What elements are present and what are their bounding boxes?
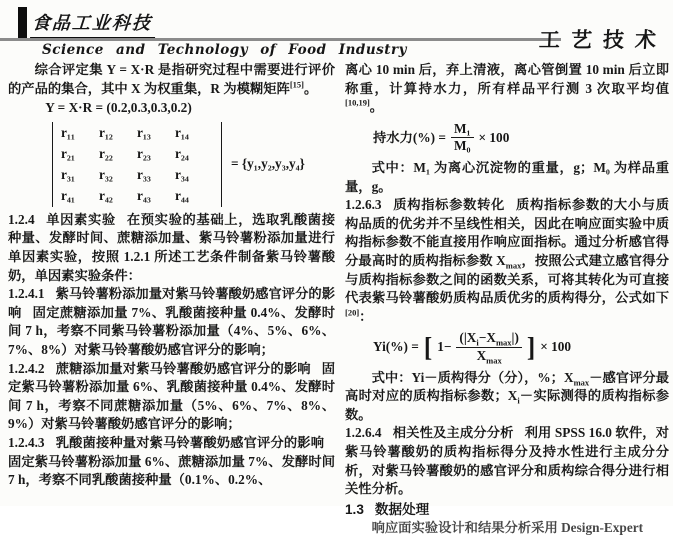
paragraph-text: －实际测得的质构指标参数。 xyxy=(345,388,669,422)
section-body: 固定蔗糖添加量 7%、乳酸菌接种量 0.4%、发酵时间 7 h，考察不同紫马铃薯粉添加量（4%、5%、6%、7%、8%）对紫马铃薯酸奶感官评分的影响； xyxy=(8,304,335,357)
paragraph-text: 式中：Yi－质构得分（分），%；X xyxy=(371,369,574,385)
right-bracket: ] xyxy=(526,332,536,363)
paragraph-centrifuge-method xyxy=(345,61,669,117)
fuzzy-matrix-equation xyxy=(52,122,335,207)
paragraph-text: 离心 10 min 后，弃上清液，离心管倒置 10 min 后立即称重，计算持水力，所有样品平行测 3 次取平均值 xyxy=(345,62,669,96)
section-1-2-4-1 xyxy=(8,285,335,359)
matrix-cell: r₄₁ xyxy=(61,187,75,203)
matrix-cell: r₄₄ xyxy=(175,187,189,203)
fraction xyxy=(451,121,474,155)
citation-ref: [20] xyxy=(345,307,360,318)
paragraph-text: －感官评分最高时对应的质构指标参数；X xyxy=(345,369,670,404)
subscript-i: i xyxy=(517,395,520,406)
matrix-cell: r₃₄ xyxy=(175,166,189,182)
matrix-cell: r₁₃ xyxy=(137,124,151,140)
section-number: 1.2.6.3 xyxy=(345,197,382,213)
section-number: 1.3 xyxy=(345,501,364,517)
subscript-max: max xyxy=(505,260,522,271)
matrix-result: = {y₁,y₂,y₃,y₄} xyxy=(231,156,305,172)
paragraph-text: 。 xyxy=(369,99,384,115)
journal-logo: 食品工业科技 xyxy=(30,9,157,39)
left-column xyxy=(8,61,335,490)
subscript-i: i xyxy=(476,338,479,348)
left-bracket: [ xyxy=(423,332,433,363)
subscript-max: max xyxy=(573,377,590,388)
denominator-text: X xyxy=(476,347,487,363)
matrix-cell: r₁₁ xyxy=(61,124,75,140)
section-title: 相关性及主成分分析 xyxy=(392,425,514,441)
matrix-cell: r₁₄ xyxy=(175,124,189,140)
section-body: 固定紫马铃薯粉添加量 6%、乳酸菌接种量 0.4%、发酵时间 7 h，考察不同蔗糖添加量（5%、6%、7%、8%、9%）对紫马铃薯酸奶感官评分的影响； xyxy=(8,360,335,432)
formula-term: 1− xyxy=(437,339,452,355)
fraction-denominator: M₀ xyxy=(453,138,471,154)
section-body: 利用 SPSS 16.0 软件，对紫马铃薯酸奶的质构指标得分及持水性进行主成分分析，对紫马铃薯酸奶的感官评分和质构综合得分进行相关性分析。 xyxy=(345,425,669,497)
section-number: 1.2.6.4 xyxy=(345,425,382,441)
paragraph-text: 综合评定集 Y = X·R 是指研究过程中需要进行评价的产品的集合，其中 X 为权重集，R 为模糊矩阵 xyxy=(8,62,335,96)
matrix-cell: r₃₃ xyxy=(137,166,151,182)
subscript-max: max xyxy=(495,338,512,348)
page-section-label: 工艺技术 xyxy=(538,29,668,52)
matrix-cell: r₄₂ xyxy=(99,187,113,203)
section-number: 1.2.4.2 xyxy=(8,360,45,376)
fuzzy-matrix xyxy=(52,122,222,207)
formula-weight-vector: Y = X·R = (0.2,0.3,0.3,0.2) xyxy=(45,100,192,116)
formula-rhs: × 100 xyxy=(478,129,510,145)
numerator-text: |) xyxy=(511,330,519,346)
paragraph-partial: 响应面实验设计和结果分析采用 Design-Expert xyxy=(371,520,644,536)
section-title: 质构指标参数转化 xyxy=(392,197,506,213)
section-title: 单因素实验 xyxy=(45,211,116,227)
matrix-cell: r₄₃ xyxy=(137,187,151,203)
paragraph-formula-legend-whc: 式中：M₁ 为离心沉淀物的重量，g；M₀ 为样品重量，g。 xyxy=(345,160,669,194)
section-body: 质构指标参数的大小与质构品质的优劣并不呈线性相关，因此在响应面实验中质构指标参数不能直接用作响应面指标。通过分析感官得分最高时的质构指标参数 X xyxy=(345,197,670,268)
section-title: 数据处理 xyxy=(374,501,430,517)
matrix-cell: r₂₁ xyxy=(61,145,75,161)
section-1-3-heading xyxy=(345,501,669,520)
matrix-cell: r₂₄ xyxy=(175,145,189,161)
section-body: 在预实验的基础上，选取乳酸菌接种量、发酵时间、蔗糖添加量、紫马铃薯粉添加量进行单因素实验，按照 1.2.1 所述工艺条件制备紫马铃薯酸奶，单因素实验条件： xyxy=(8,211,336,283)
right-column xyxy=(345,61,670,536)
matrix-cell: r₂₂ xyxy=(99,145,113,161)
header-divider xyxy=(0,38,561,41)
section-1-2-6-3 xyxy=(345,196,669,326)
numerator-text: −X xyxy=(478,330,496,346)
formula-texture-score xyxy=(373,330,669,364)
formula-lhs: Yi(%) = xyxy=(373,339,419,355)
fraction xyxy=(456,330,521,364)
section-1-2-4 xyxy=(8,211,335,285)
fraction-denominator xyxy=(474,348,505,365)
section-number: 1.2.4 xyxy=(8,211,35,227)
matrix-cell: r₁₂ xyxy=(99,124,113,140)
citation-ref: [15] xyxy=(289,79,304,90)
section-number: 1.2.4.1 xyxy=(8,286,45,302)
section-title: 蔗糖添加量对紫马铃薯酸奶感官评分的影响 xyxy=(55,360,311,376)
section-body: 固定紫马铃薯粉添加量 6%、蔗糖添加量 7%、发酵时间 7 h，考察不同乳酸菌接种量（0.1%、0.2%、 xyxy=(8,453,335,488)
section-body: ： xyxy=(359,308,373,324)
citation-ref: [10,19] xyxy=(345,97,370,108)
section-title: 乳酸菌接种量对紫马铃薯酸奶感官评分的影响 xyxy=(55,434,324,450)
section-1-2-4-3 xyxy=(8,434,335,490)
matrix-cell: r₃₂ xyxy=(99,166,113,182)
numerator-text: (|X xyxy=(459,330,477,346)
section-body: ，按照公式建立感官得分与质构指标参数之间的函数关系，可将其转化为可直接代表紫马铃薯酸奶质构品质优劣的质构得分，公式如下 xyxy=(345,252,669,306)
section-1-2-4-2 xyxy=(8,360,335,434)
journal-name-english: Science and Technology of Food Industry xyxy=(42,42,407,58)
matrix-cell: r₃₁ xyxy=(61,166,75,182)
section-number: 1.2.4.3 xyxy=(8,434,45,450)
fraction-numerator: M₁ xyxy=(451,121,474,139)
logo-bar-mark xyxy=(18,7,27,38)
section-title: 紫马铃薯粉添加量对紫马铃薯酸奶感官评分的影响 xyxy=(8,286,335,320)
matrix-cell: r₂₃ xyxy=(137,145,151,161)
formula-water-holding xyxy=(373,121,669,155)
paragraph-text: 。 xyxy=(304,80,318,96)
paragraph-comprehensive-evaluation xyxy=(8,61,335,98)
subscript-max: max xyxy=(486,355,502,366)
section-1-2-6-4 xyxy=(345,424,669,498)
paragraph-formula-legend-yi xyxy=(345,369,669,425)
formula-rhs: × 100 xyxy=(540,339,572,355)
fraction-numerator xyxy=(456,330,521,348)
formula-lhs: 持水力(%) = xyxy=(373,129,446,145)
clipped-bottom-line xyxy=(345,519,669,536)
